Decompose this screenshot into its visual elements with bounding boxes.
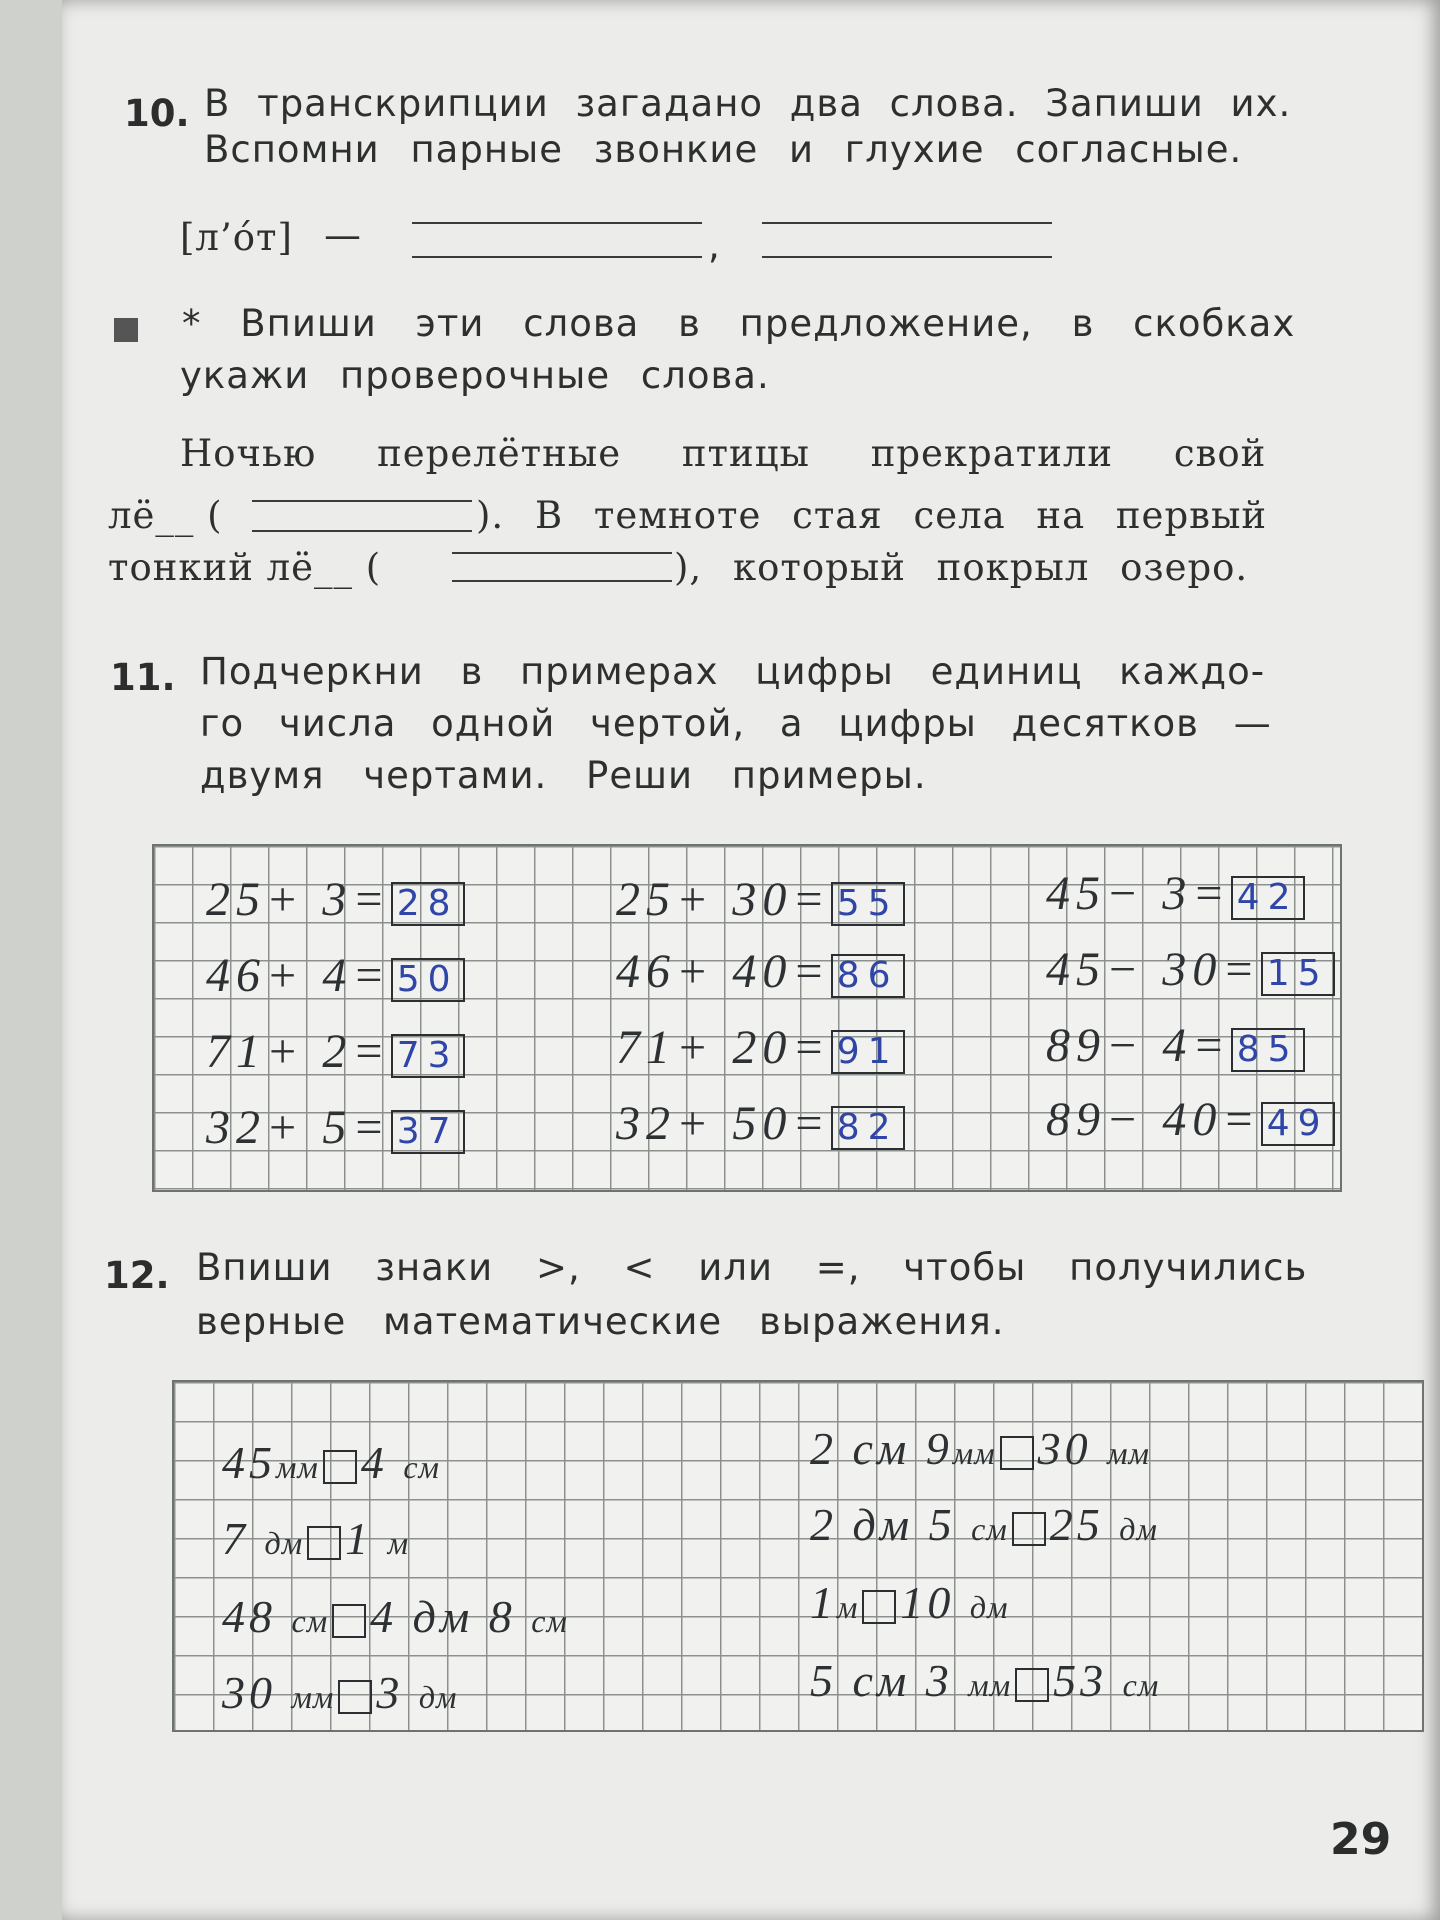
answer-box[interactable]: 42 [1231,876,1305,920]
check-word-line-1a[interactable] [252,500,472,502]
answer-box[interactable]: 50 [391,958,465,1002]
examples-grid [152,844,1342,1192]
sentence-line1: Ночью перелётные птицы прекратили свой [180,432,1267,475]
transcription: [л’о́т] [180,216,293,259]
sign-box[interactable] [1000,1436,1034,1470]
check-word-line-2b[interactable] [452,580,672,582]
task11-number: 11. [110,656,176,699]
sign-box[interactable] [1015,1668,1049,1702]
sentence-line3b: ), который покрыл озеро. [674,546,1249,589]
task12-number: 12. [104,1254,170,1297]
task12-line2: верные математические выражения. [196,1300,1005,1343]
answer-box[interactable]: 85 [1231,1028,1305,1072]
comparison-7: 30 мм 3 дм [222,1667,458,1718]
answer-box[interactable]: 28 [391,882,465,926]
sign-box[interactable] [862,1590,896,1624]
example-10: 32+ 5= 37 [206,1100,465,1155]
task12-line1: Впиши знаки >, < или =, чтобы получились [196,1246,1308,1289]
transcription-dash: — [324,214,362,257]
example-1: 25+ 3= 28 [206,872,465,927]
answer-box[interactable]: 91 [831,1030,905,1074]
sign-box[interactable] [307,1526,341,1560]
answer-line-1b[interactable] [412,256,702,258]
answer-box[interactable]: 73 [391,1034,465,1078]
advanced-task-marker [114,318,138,342]
check-word-line-2a[interactable] [452,552,672,554]
answer-box[interactable]: 55 [831,882,905,926]
comparison-3: 7 дм 1 м [222,1513,410,1564]
example-9: 89− 4= 85 [1046,1018,1305,1073]
example-11: 32+ 50= 82 [616,1096,905,1151]
example-7: 71+ 2= 73 [206,1024,465,1079]
task10-line1: В транскрипции загадано два слова. Запиши их. [204,82,1292,125]
answer-line-1a[interactable] [412,222,702,224]
task11-line1: Подчеркни в примерах цифры единиц каждо- [200,650,1266,693]
answer-box[interactable]: 15 [1261,952,1335,996]
comparison-1: 45мм 4 см [222,1437,440,1488]
answer-box[interactable]: 49 [1261,1102,1335,1146]
answer-line-2a[interactable] [762,222,1052,224]
comparison-grid [172,1380,1424,1732]
answer-comma: , [708,224,721,267]
sign-box[interactable] [1012,1512,1046,1546]
example-2: 25+ 30= 55 [616,872,905,927]
task10-extra-line1: * Впиши эти слова в предложение, в скобках [182,302,1296,345]
task10-number: 10. [124,92,190,135]
answer-box[interactable]: 82 [831,1106,905,1150]
example-3: 45− 3= 42 [1046,866,1305,921]
task10-line2: Вспомни парные звонкие и глухие согласные. [204,128,1243,171]
comparison-8: 5 см 3 мм 53 см [810,1655,1160,1706]
example-4: 46+ 4= 50 [206,948,465,1003]
example-6: 45− 30= 15 [1046,942,1335,997]
sign-box[interactable] [323,1450,357,1484]
sign-box[interactable] [332,1604,366,1638]
check-word-line-1b[interactable] [252,530,472,532]
answer-box[interactable]: 86 [831,954,905,998]
task10-extra-line2: укажи проверочные слова. [180,354,770,397]
example-8: 71+ 20= 91 [616,1020,905,1075]
sentence-line2b: ). В темноте стая села на первый [476,494,1268,537]
previous-page-edge [0,0,62,1920]
comparison-2: 2 см 9мм 30 мм [810,1423,1150,1474]
answer-box[interactable]: 37 [391,1110,465,1154]
comparison-4: 2 дм 5 см 25 дм [810,1499,1158,1550]
answer-line-2b[interactable] [762,256,1052,258]
sign-box[interactable] [338,1680,372,1714]
comparison-6: 1м 10 дм [810,1577,1009,1628]
task11-line2: го числа одной чертой, а цифры десятков — [200,702,1272,745]
task11-line3: двумя чертами. Реши примеры. [200,754,927,797]
sentence-line3a: тонкий лё__ ( [108,546,382,589]
workbook-page [62,0,1440,1920]
page-number: 29 [1330,1814,1392,1865]
example-5: 46+ 40= 86 [616,944,905,999]
comparison-5: 48 см 4 дм 8 см [222,1591,568,1642]
example-12: 89− 40= 49 [1046,1092,1335,1147]
sentence-line2a: лё__ ( [108,494,223,537]
